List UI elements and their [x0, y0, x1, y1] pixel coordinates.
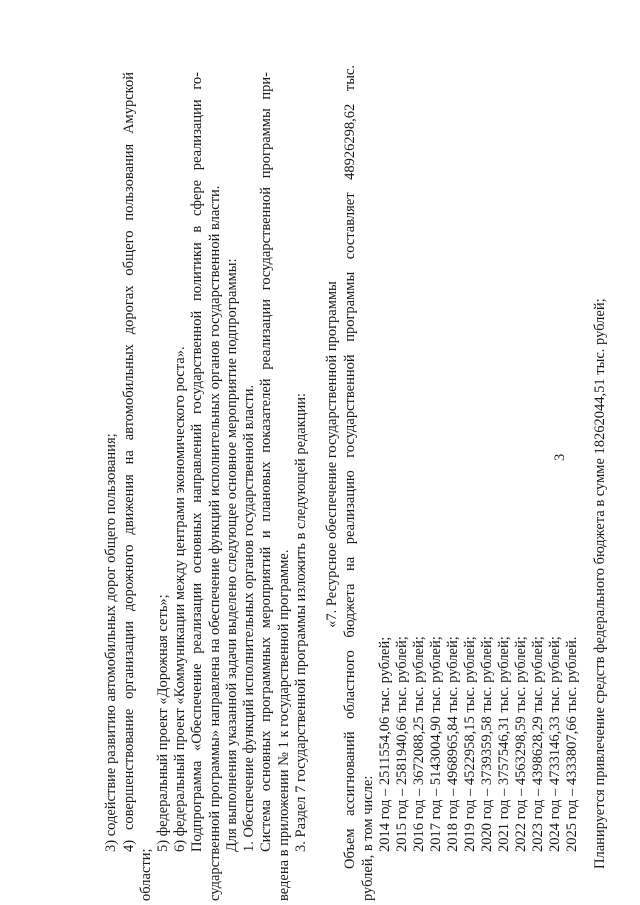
text-line: рублей, в том числе: — [360, 775, 376, 901]
text-line: сударственной программы» направлена на обеспечение функций исполнительных органов государственной власти. — [207, 185, 223, 901]
text-line: Объем ассигнований областного бюджета на реализацию государственной программы составляет 48926298,62 тыс. — [342, 65, 358, 869]
text-line: ведена в приложении № 1 к государственной программе. — [276, 549, 292, 901]
text-line: Подпрограмма «Обеспечение реализации основных направлений государственной политики в сфере реализации го- — [189, 72, 205, 852]
text-line: 1. Обеспечение функций исполнительных органов государственной власти. — [241, 384, 257, 852]
year-line: 2016 год – 3672088,25 тыс. рублей; — [411, 636, 427, 852]
year-line: 2022 год – 4563298,59 тыс. рублей; — [513, 636, 529, 852]
year-line: 2014 год – 2511554,06 тыс. рублей; — [377, 636, 393, 852]
rotated-page — [4, 8, 636, 901]
year-line: 2015 год – 2581940,66 тыс. рублей; — [394, 636, 410, 852]
text-line: Планируется привлечение средств федерального бюджета в сумме 18262044,51 тыс. рублей; — [592, 298, 608, 869]
year-line: 2019 год – 4522958,15 тыс. рублей; — [462, 636, 478, 852]
year-line: 2021 год – 3757546,31 тыс. рублей; — [496, 636, 512, 852]
text-line: 3. Раздел 7 государственной программы изложить в следующей редакции: — [293, 392, 309, 852]
text-line: Система основных программных мероприятий и плановых показателей реализации государственной программы при- — [258, 72, 274, 852]
year-line: 2018 год – 4968965,84 тыс. рублей; — [445, 636, 461, 852]
section-heading: «7. Ресурсное обеспечение государственной программы — [324, 281, 340, 628]
text-line: 6) федеральный проект «Коммуникации между центрами экономического роста». — [172, 346, 188, 852]
text-line: 3) содействие развитию автомобильных дорог общего пользования; — [103, 433, 119, 852]
text-line: Для выполнения указанной задачи выделено следующее основное мероприятие подпрограммы: — [224, 258, 240, 852]
year-line: 2025 год – 4333807,66 тыс. рублей. — [564, 636, 580, 852]
text-line: 5) федеральный проект «Дорожная сеть»; — [155, 594, 171, 852]
page-number: 3 — [552, 453, 568, 461]
year-line: 2017 год – 5143004,90 тыс. рублей; — [428, 636, 444, 852]
year-line: 2024 год – 4733146,33 тыс. рублей; — [547, 636, 563, 852]
year-line: 2020 год – 3739359,58 тыс. рублей; — [479, 636, 495, 852]
text-line: области; — [138, 848, 154, 901]
year-line: 2023 год – 4398628,29 тыс. рублей; — [530, 636, 546, 852]
text-line: 4) совершенствование организации дорожного движения на автомобильных дорогах общего пользования Амурской — [121, 72, 137, 852]
